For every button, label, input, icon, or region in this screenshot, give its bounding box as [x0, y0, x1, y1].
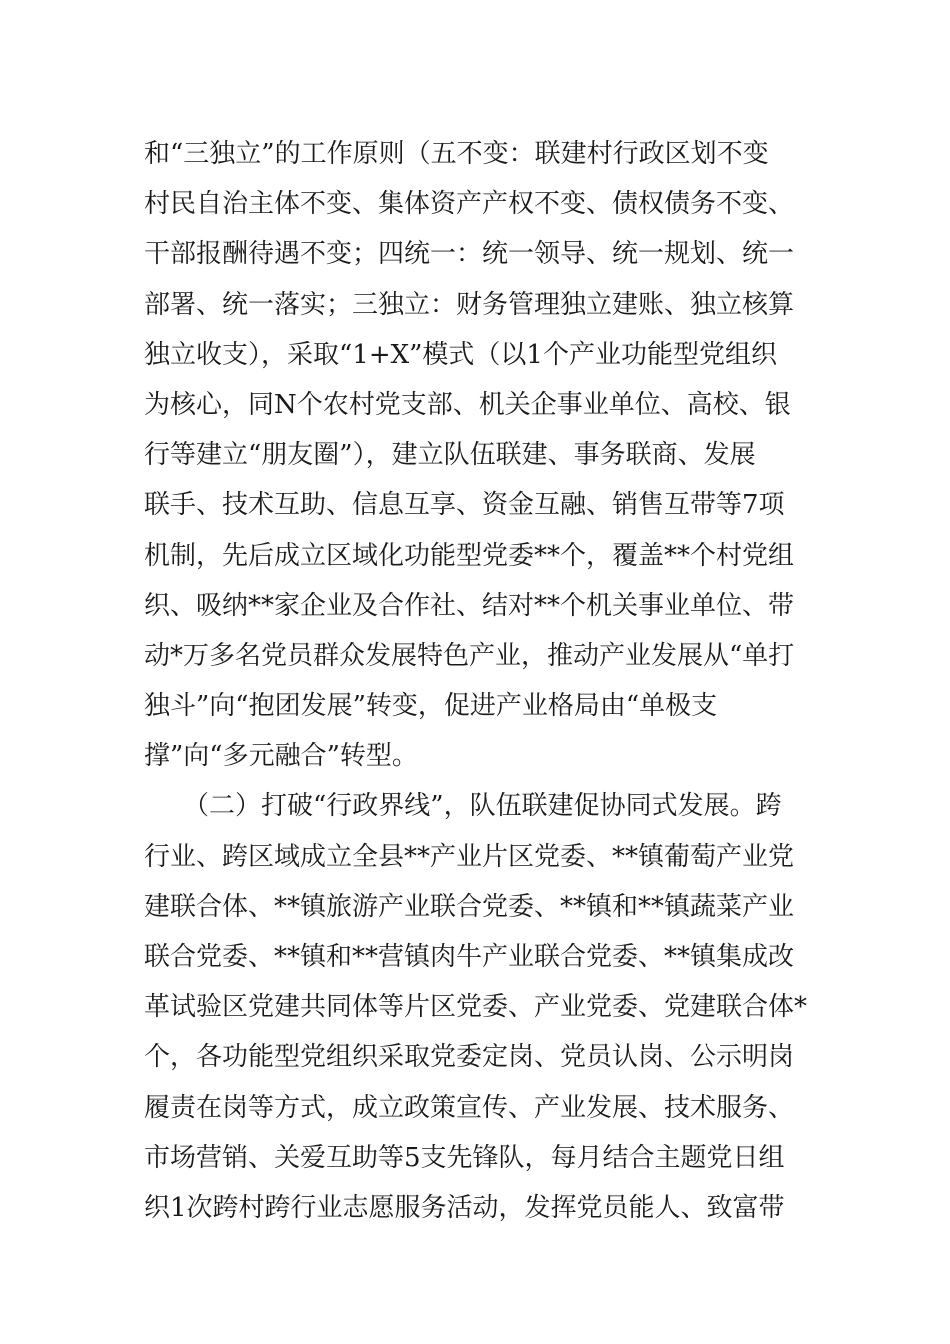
text-line: 联手、技术互助、信息互享、资金互融、销售互带等7项: [144, 490, 785, 521]
text-line: 行业、跨区域成立全县**产业片区党委、**镇葡萄产业党: [144, 841, 795, 872]
text-line: 为核心，同N个农村党支部、机关企事业单位、高校、银: [144, 389, 791, 420]
text-line: 动*万多名党员群众发展特色产业，推动产业发展从“单打: [144, 640, 795, 671]
text-line: 个，各功能型党组织采取党委定岗、党员认岗、公示明岗: [144, 1042, 795, 1073]
text-line: 行等建立“朋友圈”），建立队伍联建、事务联商、发展: [144, 440, 756, 471]
text-line: 撑”向“多元融合”转型。: [144, 741, 418, 772]
text-line: 建联合体、**镇旅游产业联合党委、**镇和**镇蔬菜产业: [144, 891, 795, 922]
text-line: 独斗”向“抱团发展”转变，促进产业格局由“单极支: [144, 691, 718, 722]
text-line: 织1次跨村跨行业志愿服务活动，发挥党员能人、致富带: [144, 1192, 785, 1223]
text-line: 干部报酬待遇不变；四统一：统一领导、统一规划、统一: [144, 239, 795, 270]
text-line: 和“三独立”的工作原则（五不变：联建村行政区划不变: [144, 139, 769, 169]
text-line: 村民自治主体不变、集体资产产权不变、债权债务不变、: [144, 189, 795, 220]
text-line: 履责在岗等方式，成立政策宣传、产业发展、技术服务、: [144, 1092, 795, 1123]
text-line: 联合党委、**镇和**营镇肉牛产业联合党委、**镇集成改: [144, 942, 795, 972]
text-line: 市场营销、关爱互助等5支先锋队，每月结合主题党日组: [144, 1142, 785, 1173]
text-line: 独立收支），采取“1+X”模式（以1个产业功能型党组织: [144, 339, 777, 370]
body-text: [144, 129, 824, 1233]
section-heading-line: （二）打破“行政界线”，队伍联建促协同式发展。跨: [144, 791, 782, 822]
text-line: 织、吸纳**家企业及合作社、结对**个机关事业单位、带: [144, 590, 795, 621]
text-line: 部署、统一落实；三独立：财务管理独立建账、独立核算: [144, 289, 795, 320]
text-line: 革试验区党建共同体等片区党委、产业党委、党建联合体*: [144, 992, 808, 1023]
text-line: 机制，先后成立区域化功能型党委**个，覆盖**个村党组: [144, 540, 795, 571]
